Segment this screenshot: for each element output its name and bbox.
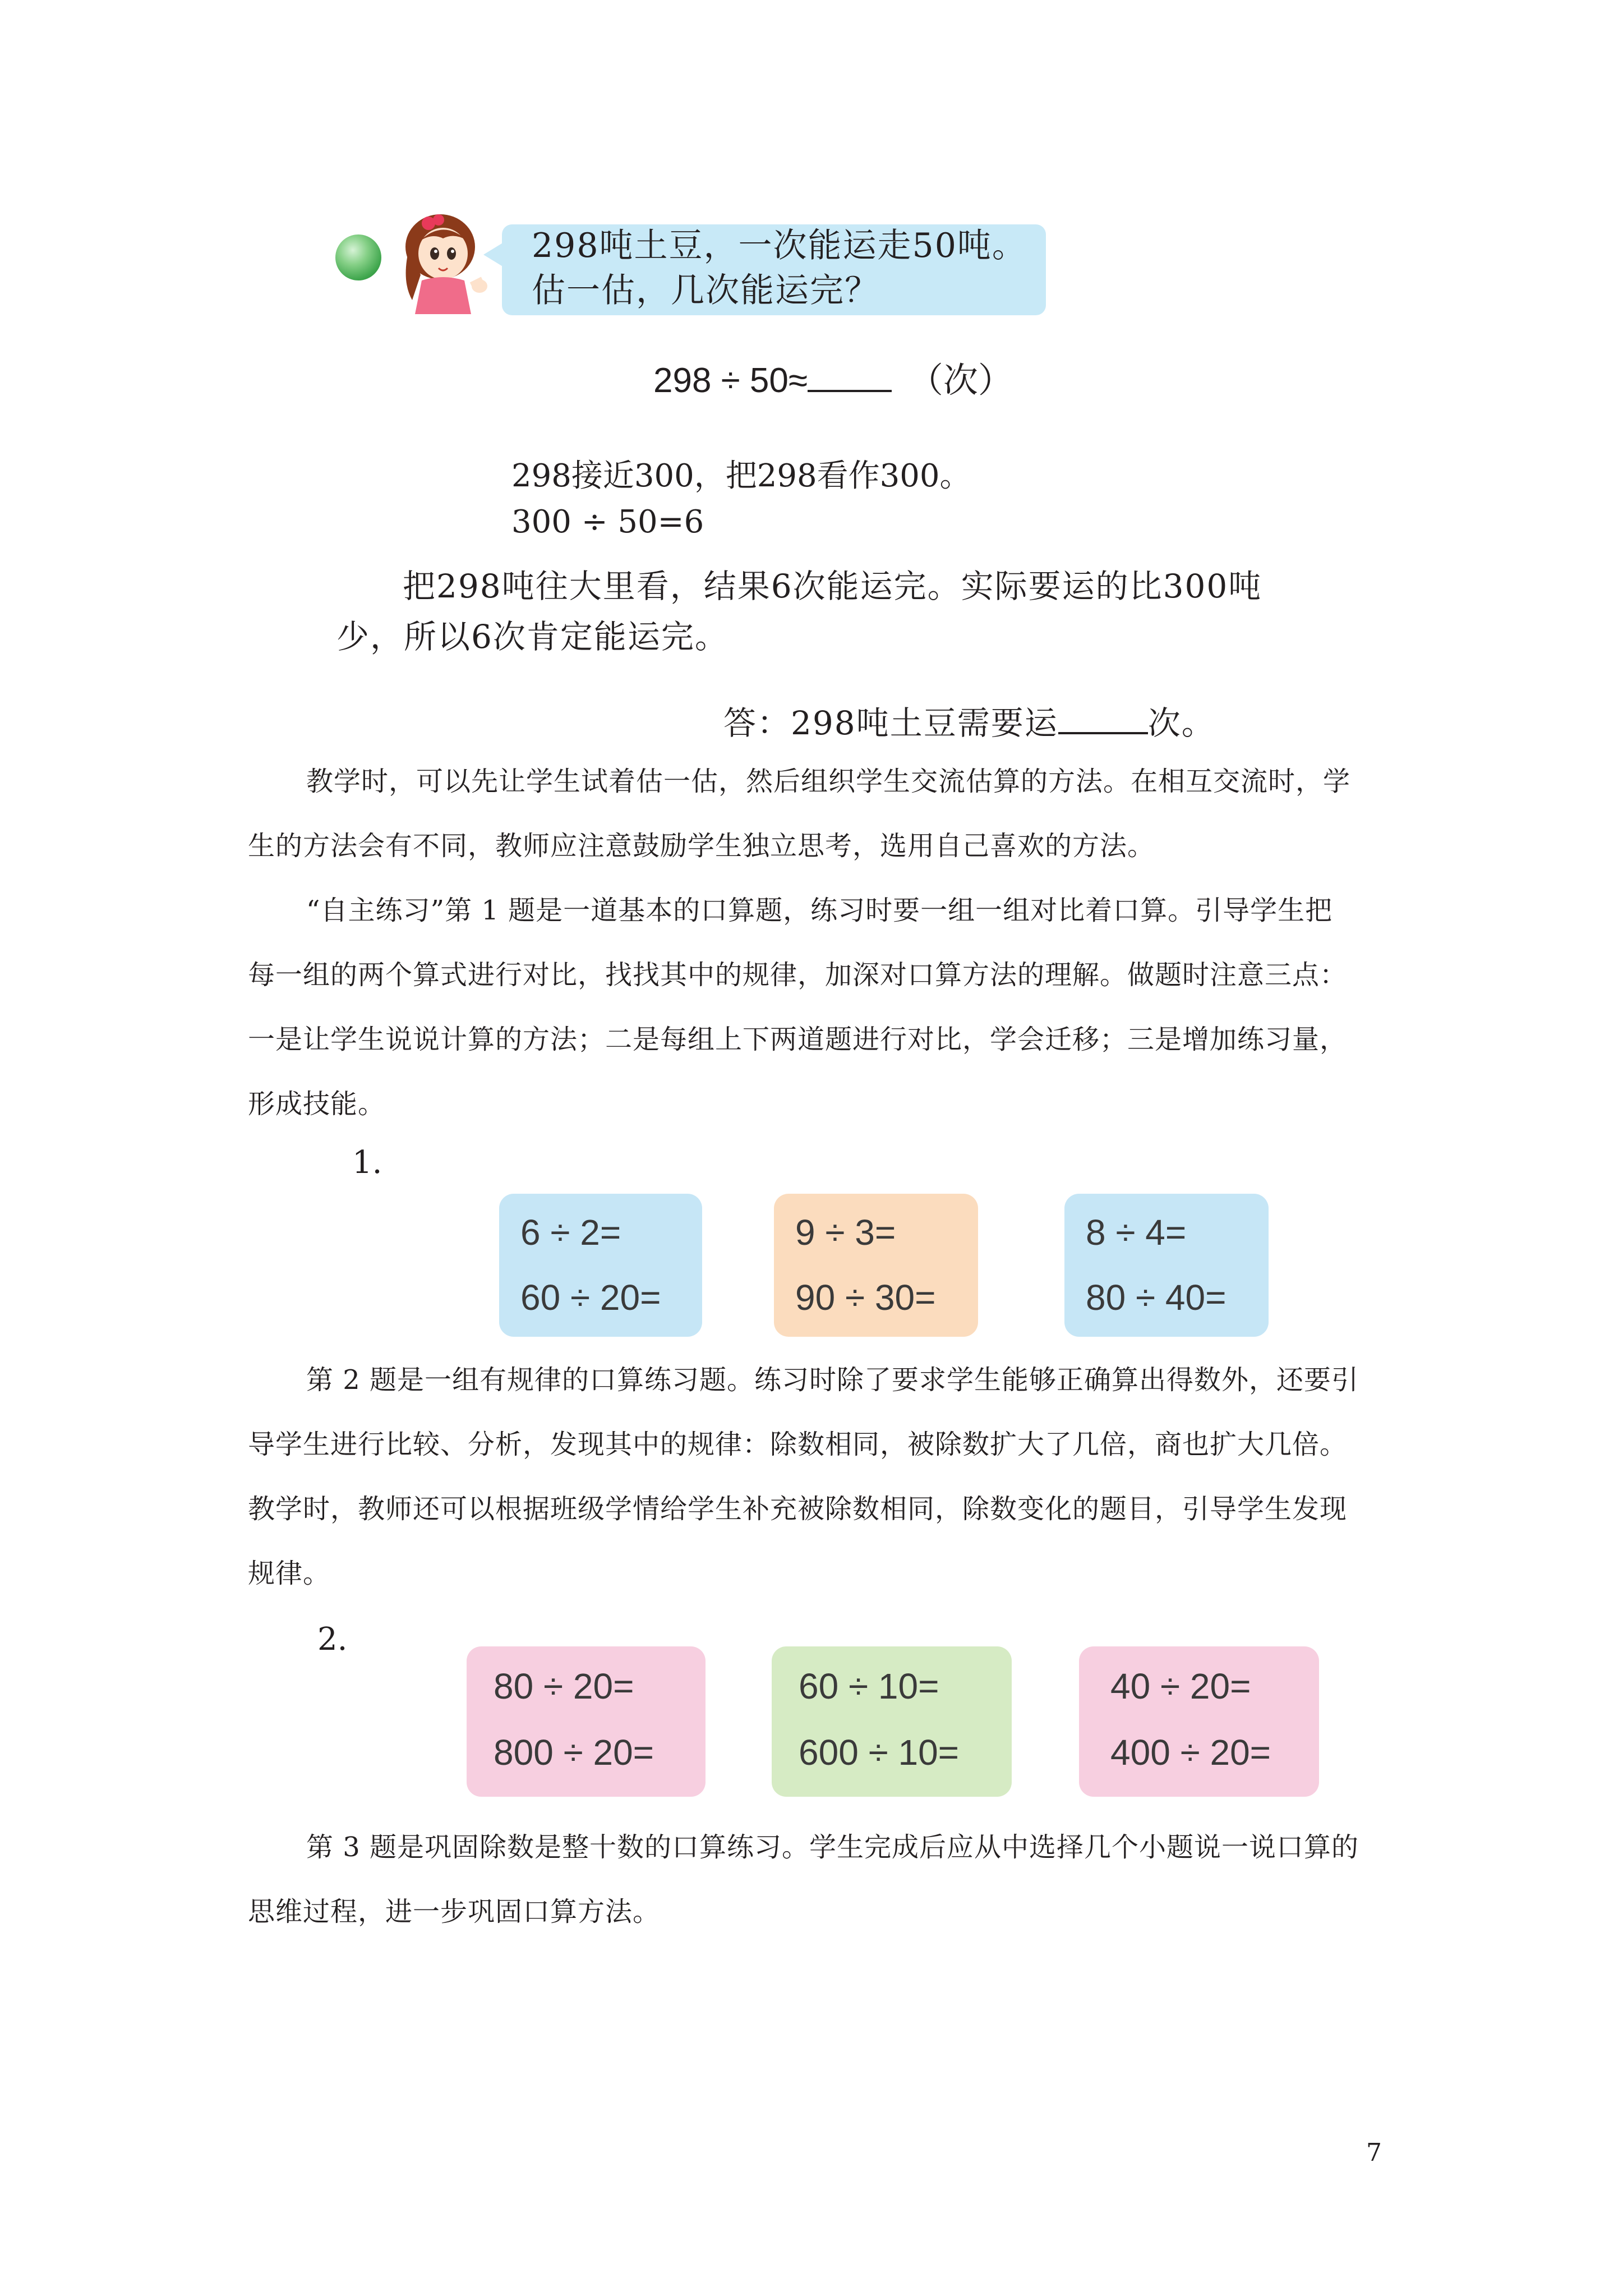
method-line-2: 300 ÷ 50=6 (511, 504, 704, 540)
paragraph-2-line-1: “自主练习”第 1 题是一道基本的口算题，练习时要一组一组对比着口算。引导学生把 (306, 895, 1333, 926)
exercise-1-box-1 (499, 1194, 702, 1337)
exercise-2-box-2-top: 60 ÷ 10= (799, 1666, 939, 1706)
paragraph-2-line-3: 一是让学生说说计算的方法；二是每组上下两道题进行对比，学会迁移；三是增加练习量， (248, 1024, 1348, 1055)
girl-character-icon (387, 208, 494, 314)
speech-line-1: 298吨土豆，一次能运走50吨。 (532, 226, 1027, 265)
exercise-1-box-2-bottom: 90 ÷ 30= (795, 1277, 936, 1318)
paragraph-3-line-3: 教学时，教师还可以根据班级学情给学生补充被除数相同，除数变化的题目，引导学生发现 (248, 1493, 1348, 1525)
exercise-1-box-2-top: 9 ÷ 3= (795, 1212, 896, 1253)
speech-bubble-tail (483, 242, 504, 267)
exercise-1-box-3-bottom: 80 ÷ 40= (1086, 1277, 1227, 1318)
exercise-2-box-3-top: 40 ÷ 20= (1110, 1666, 1251, 1706)
exercise-2-box-1-top: 80 ÷ 20= (494, 1666, 634, 1706)
paragraph-3 (248, 1348, 1359, 1606)
exercise-1-box-3-top: 8 ÷ 4= (1086, 1212, 1187, 1253)
exercise-1-number: 1. (352, 1144, 382, 1181)
paragraph-4-line-1: 第 3 题是巩固除数是整十数的口算练习。学生完成后应从中选择几个小题说一说口算的 (306, 1832, 1359, 1863)
paragraph-4 (248, 1815, 1359, 1944)
page-number: 7 (1366, 2138, 1382, 2167)
answer-blank (808, 361, 892, 392)
method-line-1: 298接近300，把298看作300。 (511, 458, 971, 494)
speech-bubble-text (532, 223, 1027, 313)
exercise-1-box-1-bottom: 60 ÷ 20= (520, 1277, 661, 1318)
estimate-equation (653, 352, 1013, 402)
paragraph-3-line-4: 规律。 (248, 1558, 331, 1589)
exercise-1-box-1-top: 6 ÷ 2= (520, 1212, 621, 1253)
estimate-expression: 298 ÷ 50≈ (653, 361, 808, 400)
reasoning-line-2: 少，所以6次肯定能运完。 (336, 618, 728, 656)
reasoning-block (336, 561, 1262, 662)
exercise-2-box-3 (1079, 1646, 1319, 1797)
paragraph-2-line-2: 每一组的两个算式进行对比，找找其中的规律，加深对口算方法的理解。做题时注意三点： (248, 959, 1348, 991)
answer-line (723, 697, 1215, 744)
exercise-1-box-2 (774, 1194, 978, 1337)
exercise-2-box-1-bottom: 800 ÷ 20= (494, 1732, 654, 1773)
method-block (511, 453, 971, 545)
exercise-2-box-2 (772, 1646, 1012, 1797)
exercise-2-box-3-bottom: 400 ÷ 20= (1110, 1732, 1271, 1773)
speech-line-2: 估一估，几次能运完？ (532, 271, 879, 310)
answer-blank-2 (1058, 703, 1148, 734)
paragraph-4-line-2: 思维过程，进一步巩固口算方法。 (248, 1896, 661, 1927)
exercise-2-box-1 (467, 1646, 706, 1797)
reasoning-line-1: 把298吨往大里看，结果6次能运完。实际要运的比300吨 (403, 567, 1262, 605)
paragraph-1-line-1: 教学时，可以先让学生试着估一估，然后组织学生交流估算的方法。在相互交流时，学 (306, 766, 1351, 797)
exercise-1-box-3 (1064, 1194, 1269, 1337)
exercise-2-number: 2. (317, 1621, 348, 1658)
paragraph-2-line-4: 形成技能。 (248, 1088, 386, 1120)
paragraph-3-line-2: 导学生进行比较、分析，发现其中的规律：除数相同，被除数扩大了几倍，商也扩大几倍。 (248, 1429, 1348, 1460)
answer-prefix: 答：298吨土豆需要运 (723, 704, 1058, 742)
paragraph-2 (248, 878, 1347, 1137)
green-bullet-icon (335, 234, 381, 280)
paragraph-1 (248, 749, 1350, 878)
paragraph-3-line-1: 第 2 题是一组有规律的口算练习题。练习时除了要求学生能够正确算出得数外，还要引 (306, 1364, 1359, 1396)
answer-suffix: 次。 (1147, 704, 1215, 742)
paragraph-1-line-2: 生的方法会有不同，教师应注意鼓励学生独立思考，选用自己喜欢的方法。 (248, 830, 1155, 862)
exercise-2-box-2-bottom: 600 ÷ 10= (799, 1732, 960, 1773)
estimate-unit: （次） (908, 360, 1013, 401)
